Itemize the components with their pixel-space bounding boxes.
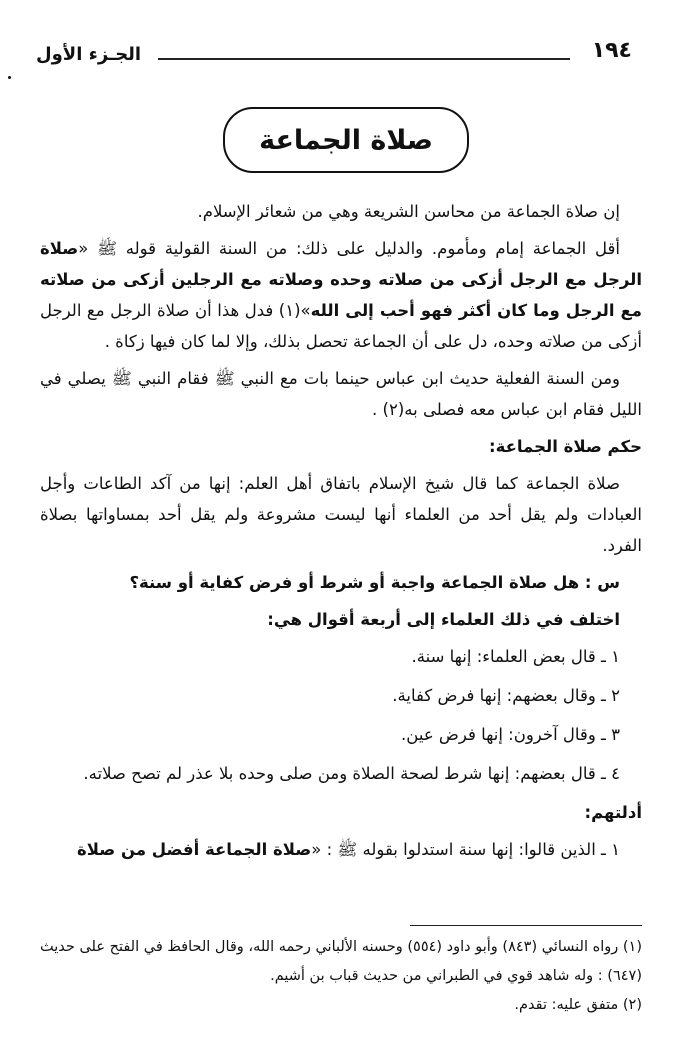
evidence-item <box>40 834 642 865</box>
chapter-title: صلاة الجماعة <box>259 124 433 156</box>
paragraph-ruling: صلاة الجماعة كما قال شيخ الإسلام باتفاق أهل العلم: إنها من آكد الطاعات وأجل العبادات ولم يقل أحد من العلماء أنها ليست مشروعة ولم يقل أحد بمساواتها بصلاة الفرد. <box>40 474 642 555</box>
margin-dot <box>8 76 11 79</box>
footnotes <box>40 933 642 1020</box>
footnote-2: (٢) متفق عليه: تقدم. <box>514 997 642 1013</box>
opinion-item: ٤ ـ قال بعضهم: إنها شرط لصحة الصلاة ومن صلى وحده بلا عذر لم تصح صلاته. <box>83 764 620 783</box>
header-rule <box>158 58 570 60</box>
section-heading-evidence: أدلتهم: <box>584 803 642 822</box>
footnote-rule <box>410 925 642 926</box>
main-text <box>40 196 642 871</box>
opinion-item: ١ ـ قال بعض العلماء: إنها سنة. <box>411 647 620 666</box>
opinion-item: ٢ ـ وقال بعضهم: إنها فرض كفاية. <box>392 686 620 705</box>
evidence-text: ١ ـ الذين قالوا: إنها سنة استدلوا بقوله ﷺ : « <box>311 840 620 859</box>
paragraph-intro: إن صلاة الجماعة من محاسن الشريعة وهي من شعائر الإسلام. <box>197 202 620 221</box>
hadith-quote: صلاة الرجل مع الرجل أزكى من صلاته وحده وصلاته مع الرجلين أزكى من صلاته مع الرجل وما كان أكثر فهو أحب إلى الله <box>40 239 643 320</box>
section-heading-ruling: حكم صلاة الجماعة: <box>488 437 642 456</box>
hadith-quote: صلاة الجماعة أفضل من صلاة <box>77 840 312 859</box>
opinion-item: ٣ ـ وقال آخرون: إنها فرض عين. <box>401 725 620 744</box>
chapter-title-box <box>223 107 469 173</box>
running-title: الجـزء الأول <box>36 44 142 65</box>
question-text: س : هل صلاة الجماعة واجبة أو شرط أو فرض كفاية أو سنة؟ <box>129 573 620 592</box>
page-header <box>36 38 632 68</box>
paragraph-practical-sunnah: ومن السنة الفعلية حديث ابن عباس حينما بات مع النبي ﷺ فقام النبي ﷺ يصلي في الليل فقام ابن عباس معه فصلى به(٢) . <box>40 369 642 419</box>
footnote-1: (١) رواه النسائي (٨٤٣) وأبو داود (٥٥٤) وحسنه الألباني رحمه الله، وقال الحافظ في الفتح على حديث (٦٤٧) : وله شاهد قوي في الطبراني من حديث قباب بن أشيم. <box>40 939 642 984</box>
paragraph-text: أقل الجماعة إمام ومأموم. والدليل على ذلك: من السنة القولية قوله ﷺ « <box>78 239 620 258</box>
answer-intro: اختلف في ذلك العلماء إلى أربعة أقوال هي: <box>267 610 620 629</box>
page-number: ١٩٤ <box>591 38 632 63</box>
paragraph-minimum-congregation <box>40 233 642 357</box>
paragraph-text: »(١) فدل هذا أن صلاة الرجل مع الرجل أزكى من صلاته وحده، دل على أن الجماعة تحصل بذلك، وإلا لما كان فيها زكاة . <box>40 301 642 351</box>
